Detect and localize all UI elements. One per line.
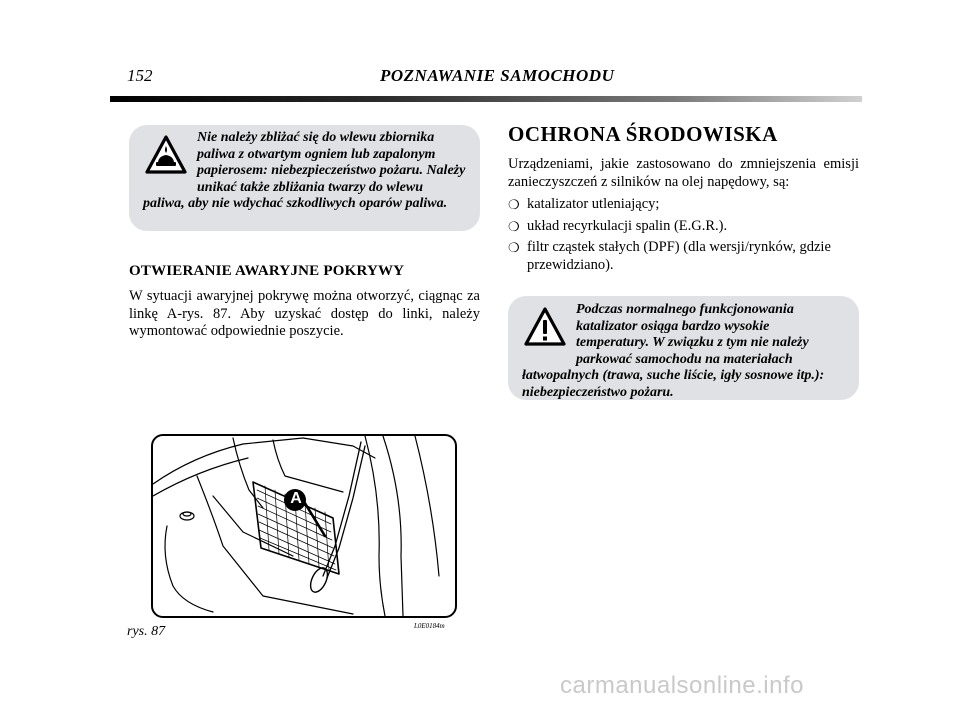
- figure-87-illustration: [151, 434, 457, 618]
- environment-protection-title: OCHRONA ŚRODOWISKA: [508, 122, 778, 146]
- emergency-opening-title: OTWIERANIE AWARYJNE POKRYWY: [129, 263, 405, 279]
- catalyst-warning-box: [508, 296, 859, 400]
- list-item-text: filtr cząstek stałych (DPF) (dla wersji/rynków, gdzie przewidziano).: [527, 239, 831, 273]
- figure-caption: rys. 87: [127, 624, 166, 639]
- list-item-text: katalizator utleniający;: [527, 196, 660, 212]
- fuel-warning-text: Nie należy zbliżać się do wlewu zbiornika paliwa z otwartym ogniem lub zapalonym papierosem: niebezpieczeństwo pożaru. Należy unikać także zbliżania twarzy do wlewu paliwa, aby nie wdychać szkodliwych oparów paliwa.: [143, 130, 466, 211]
- header-rule: [110, 96, 862, 102]
- page-number: 152: [127, 66, 153, 85]
- list-item-text: układ recyrkulacji spalin (E.G.R.).: [527, 217, 728, 234]
- circle-bullet-icon: ❍: [508, 197, 520, 212]
- list-item: [508, 218, 859, 236]
- figure-code: L0E0184m: [414, 622, 445, 630]
- fuel-warning-box: [129, 125, 480, 231]
- fuel-fire-warning-icon: [143, 132, 189, 180]
- emergency-opening-text: W sytuacji awaryjnej pokrywę można otworzyć, ciągnąc za linkę A-rys. 87. Aby uzyskać dostęp do linki, należy wymontować odpowiednie poszycie.: [129, 288, 480, 339]
- list-item: [508, 239, 859, 274]
- callout-label-a: A: [290, 490, 302, 507]
- list-item: [508, 196, 859, 214]
- emission-devices-list: [508, 196, 859, 278]
- running-head-title: POZNAWANIE SAMOCHODU: [380, 66, 615, 85]
- exclamation-warning-icon: [522, 304, 568, 352]
- circle-bullet-icon: ❍: [508, 218, 520, 234]
- circle-bullet-icon: ❍: [508, 240, 520, 255]
- watermark-text: carmanualsonline.info: [560, 672, 804, 699]
- catalyst-warning-text: Podczas normalnego funkcjonowania katalizator osiąga bardzo wysokie temperatury. W związku z tym nie należy parkować samochodu na materiałach łatwopalnych (trawa, suche liście, igły sosnowe itp.): niebezpieczeństwo pożaru.: [522, 302, 825, 400]
- environment-protection-intro: Urządzeniami, jakie zastosowano do zmniejszenia emisji zanieczyszczeń z silników na olej napędowy, są:: [508, 156, 859, 190]
